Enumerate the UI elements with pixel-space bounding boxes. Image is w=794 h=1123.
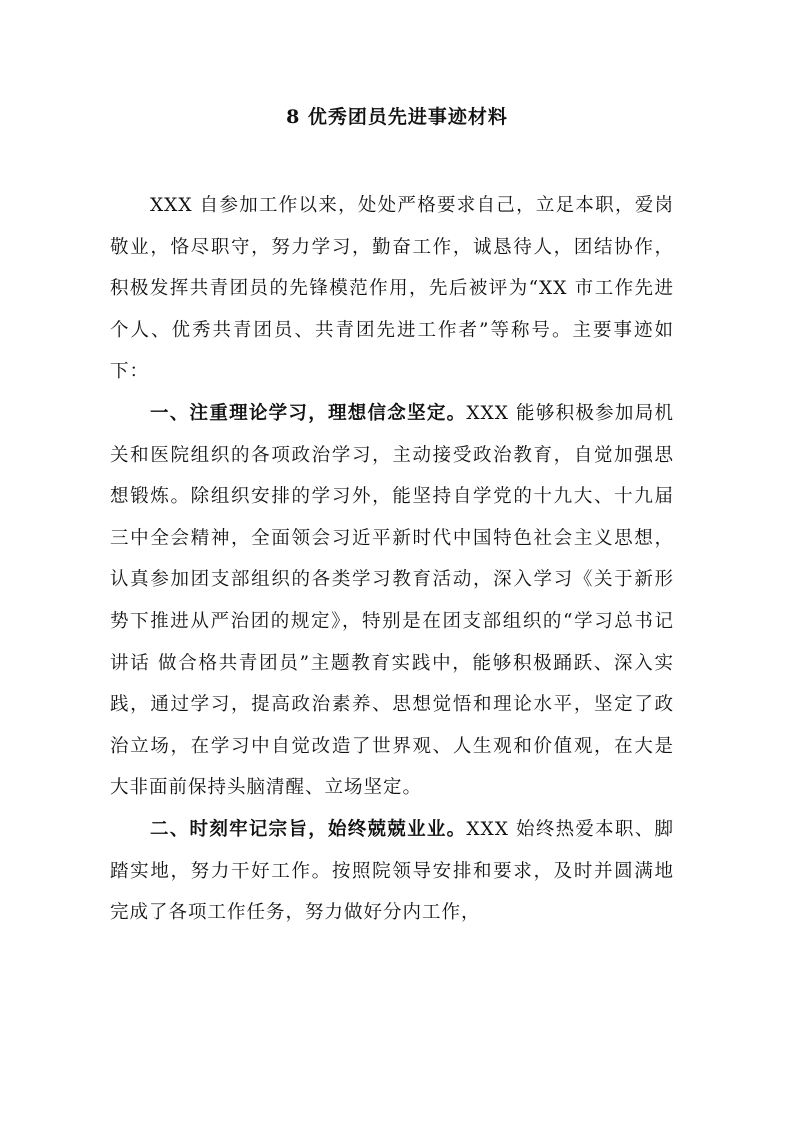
document-title: 8 优秀团员先进事迹材料 xyxy=(286,106,508,128)
section-heading-2: 二、时刻牢记宗旨，始终兢兢业业。 xyxy=(150,818,467,840)
intro-paragraph: XXX 自参加工作以来，处处严格要求自己，立足本职，爱岗敬业，恪尽职守，努力学习，勤奋工作，诚恳待人，团结协作，积极发挥共青团员的先锋模范作用，先后被评为“XX 市工作先进个人、优秀共青团员、共青团先进工作者”等称号。主要事迹如下： xyxy=(110,195,674,383)
section-text-2: XXX 始终热爱本职、脚踏实地，努力干好工作。按照院领导安排和要求，及时并圆满地完成了各项工作任务，努力做好分内工作， xyxy=(110,818,674,924)
section-paragraph-1 xyxy=(110,393,674,809)
section-heading-1: 一、注重理论学习，理想信念坚定。 xyxy=(150,402,467,424)
document-body xyxy=(110,185,674,934)
section-paragraph-2 xyxy=(110,809,674,934)
section-text-1: XXX 能够积极参加局机关和医院组织的各项政治学习，主动接受政治教育，自觉加强思想锻炼。除组织安排的学习外，能坚持自学党的十九大、十九届三中全会精神，全面领会习近平新时代中国特色社会主义思想，认真参加团支部组织的各类学习教育活动，深入学习《关于新形势下推进从严治团的规定》，特别是在团支部组织的“学习总书记讲话 做合格共青团员”主题教育实践中，能够积极踊跃、深入实践，通过学习，提高政治素养、思想觉悟和理论水平，坚定了政治立场，在学习中自觉改造了世界观、人生观和价值观，在大是大非面前保持头脑清醒、立场坚定。 xyxy=(110,402,674,799)
